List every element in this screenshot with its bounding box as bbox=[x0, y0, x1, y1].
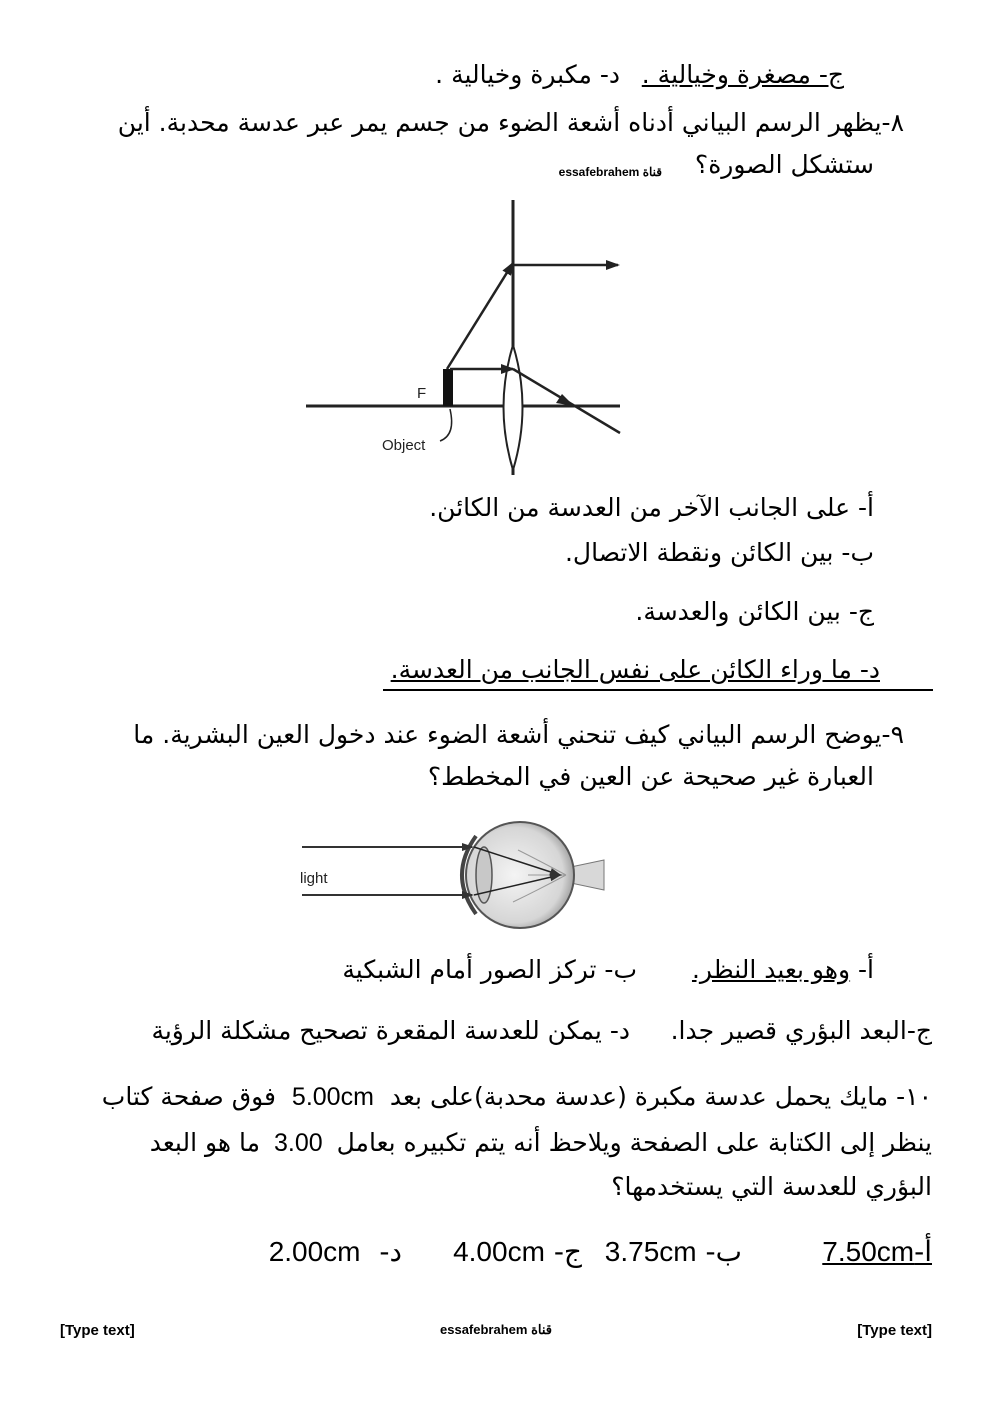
q9-choice-b: ب- تركز الصور أمام الشبكية bbox=[342, 955, 637, 984]
convex-lens bbox=[504, 345, 523, 470]
q7-choice-c: ج- مصغرة وخيالية . bbox=[641, 60, 844, 89]
q8-choice-d-underline bbox=[383, 689, 933, 691]
q10-choice-b: ب- 3.75cm bbox=[604, 1235, 742, 1268]
q10-question-line1: ١٠- مايك يحمل عدسة مكبرة (عدسة محدبة)على بعد 5.00cm فوق صفحة كتاب bbox=[101, 1082, 932, 1111]
q9-choice-d: د- يمكن للعدسة المقعرة تصحيح مشكلة الرؤية bbox=[151, 1016, 630, 1045]
q10-choice-c: ج- 4.00cm bbox=[453, 1235, 582, 1268]
q10-question-line3: البؤري للعدسة التي يستخدمها؟ bbox=[611, 1172, 932, 1201]
q10-choice-a: أ-7.50cm bbox=[822, 1235, 932, 1268]
q8-channel-label: قناة essafebrahem bbox=[558, 165, 662, 179]
q10-question-line2: ينظر إلى الكتابة على الصفحة ويلاحظ أنه يتم تكبيره بعامل 3.00 ما هو البعد bbox=[149, 1128, 932, 1157]
q9-question-line1: ٩-يوضح الرسم البياني كيف تنحني أشعة الضوء عند دخول العين البشرية. ما bbox=[133, 720, 904, 749]
object-pointer bbox=[440, 409, 452, 441]
object-arrow bbox=[443, 369, 453, 406]
q8-choice-d: د- ما وراء الكائن على نفس الجانب من العدسة. bbox=[390, 655, 880, 684]
q10-choice-d: د- 2.00cm bbox=[268, 1235, 402, 1268]
q9-choice-a: أ- وهو بعيد النظر. bbox=[691, 955, 874, 984]
q8-question-line1: ٨-يظهر الرسم البياني أدناه أشعة الضوء من جسم يمر عبر عدسة محدبة. أين bbox=[117, 108, 904, 137]
q8-choice-a: أ- على الجانب الآخر من العدسة من الكائن. bbox=[429, 493, 874, 522]
focal-point-label: F bbox=[417, 385, 427, 402]
footer-center: قناة essafebrahem bbox=[440, 1322, 552, 1337]
q9-choice-c: ج-البعد البؤري قصير جدا. bbox=[670, 1016, 932, 1045]
object-label: Object bbox=[382, 437, 426, 454]
q8-choice-c: ج- بين الكائن والعدسة. bbox=[635, 597, 874, 626]
q8-choice-b: ب- بين الكائن ونقطة الاتصال. bbox=[564, 538, 874, 567]
q8-question-line2: ستشكل الصورة؟ bbox=[694, 150, 874, 179]
q9-question-line2: العبارة غير صحيحة عن العين في المخطط؟ bbox=[427, 762, 874, 791]
q7-choice-d: د- مكبرة وخيالية . bbox=[435, 60, 620, 89]
light-label: light bbox=[300, 870, 328, 887]
ray-to-lens-top bbox=[447, 263, 513, 369]
convex-lens-diagram bbox=[300, 195, 630, 480]
footer-right: [Type text] bbox=[857, 1322, 932, 1339]
eye-diagram bbox=[298, 820, 608, 935]
footer-left: [Type text] bbox=[60, 1322, 135, 1339]
